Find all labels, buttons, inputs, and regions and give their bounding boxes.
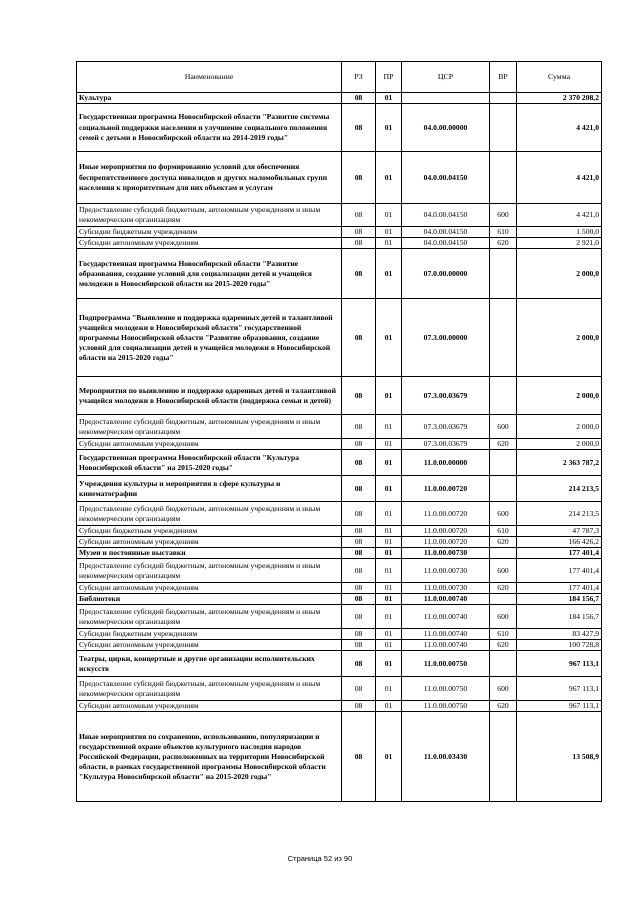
cell-sum: 2 000,0 — [517, 299, 602, 377]
cell-sum: 177 401,4 — [517, 583, 602, 594]
cell-name: Предоставление субсидий бюджетным, автономным учреждениям и иным некоммерческим организациям — [77, 415, 342, 439]
table-row — [77, 651, 602, 677]
cell-csr: 11.0.00.00750 — [402, 651, 490, 677]
cell-rz: 08 — [342, 227, 376, 238]
table-row — [77, 629, 602, 640]
cell-name: Государственная программа Новосибирской области "Развитие системы социальной поддержки населения и улучшение социального положения семей с детьми в Новосибирской области на 2014-2019 годы" — [77, 104, 342, 152]
cell-sum: 166 426,2 — [517, 537, 602, 548]
cell-sum: 177 401,4 — [517, 548, 602, 559]
cell-name: Иные мероприятия по формированию условий для обеспечения беспрепятственного доступа инвалидов и других маломобильных групп населения к приоритетным для них объектам и услугам — [77, 152, 342, 204]
cell-vr: 620 — [490, 583, 517, 594]
header-rz: РЗ — [342, 62, 376, 93]
cell-csr: 04.0.00.04150 — [402, 204, 490, 227]
cell-vr: 600 — [490, 204, 517, 227]
cell-pr: 01 — [376, 152, 402, 204]
cell-sum: 2 000,0 — [517, 377, 602, 415]
cell-vr: 600 — [490, 605, 517, 629]
table-row — [77, 415, 602, 439]
cell-vr: 620 — [490, 238, 517, 249]
cell-name: Предоставление субсидий бюджетным, автономным учреждениям и иным некоммерческим организациям — [77, 204, 342, 227]
cell-rz: 08 — [342, 104, 376, 152]
cell-vr: 620 — [490, 537, 517, 548]
cell-vr — [490, 651, 517, 677]
cell-pr: 01 — [376, 249, 402, 299]
table-row — [77, 299, 602, 377]
cell-csr: 11.0.00.00730 — [402, 559, 490, 583]
table-header-row — [77, 62, 602, 93]
cell-name: Культура — [77, 93, 342, 104]
cell-pr: 01 — [376, 526, 402, 537]
cell-sum: 184 156,7 — [517, 594, 602, 605]
cell-rz: 08 — [342, 204, 376, 227]
table-row — [77, 249, 602, 299]
cell-vr: 610 — [490, 227, 517, 238]
table-row — [77, 712, 602, 802]
cell-vr — [490, 377, 517, 415]
header-name: Наименование — [77, 62, 342, 93]
table-row — [77, 502, 602, 526]
cell-csr: 07.3.00.03679 — [402, 377, 490, 415]
cell-vr: 600 — [490, 502, 517, 526]
cell-rz: 08 — [342, 559, 376, 583]
cell-sum: 83 427,9 — [517, 629, 602, 640]
cell-csr: 04.0.00.04150 — [402, 238, 490, 249]
table-row — [77, 377, 602, 415]
table-row — [77, 677, 602, 701]
cell-sum: 47 787,3 — [517, 526, 602, 537]
cell-name: Государственная программа Новосибирской области "Развитие образования, создание условий для социализации детей и учащейся молодежи в Новосибирской области на 2015-2020 годы" — [77, 249, 342, 299]
cell-sum: 967 113,1 — [517, 651, 602, 677]
cell-csr: 11.0.00.03430 — [402, 712, 490, 802]
cell-vr — [490, 299, 517, 377]
cell-vr: 600 — [490, 415, 517, 439]
cell-rz: 08 — [342, 605, 376, 629]
cell-pr: 01 — [376, 204, 402, 227]
cell-name: Субсидии автономным учреждениям — [77, 537, 342, 548]
cell-vr: 600 — [490, 677, 517, 701]
cell-rz: 08 — [342, 502, 376, 526]
table-row — [77, 104, 602, 152]
cell-name: Субсидии автономным учреждениям — [77, 238, 342, 249]
cell-pr: 01 — [376, 701, 402, 712]
cell-sum: 214 213,5 — [517, 476, 602, 502]
cell-rz: 08 — [342, 651, 376, 677]
cell-rz: 08 — [342, 640, 376, 651]
cell-csr: 04.0.00.04150 — [402, 227, 490, 238]
cell-sum: 2 370 208,2 — [517, 93, 602, 104]
cell-rz: 08 — [342, 476, 376, 502]
cell-name: Субсидии автономным учреждениям — [77, 640, 342, 651]
cell-name: Предоставление субсидий бюджетным, автономным учреждениям и иным некоммерческим организациям — [77, 502, 342, 526]
cell-rz: 08 — [342, 712, 376, 802]
cell-rz: 08 — [342, 93, 376, 104]
cell-csr: 04.0.00.04150 — [402, 152, 490, 204]
cell-rz: 08 — [342, 299, 376, 377]
cell-name: Библиотеки — [77, 594, 342, 605]
table-row — [77, 526, 602, 537]
cell-pr: 01 — [376, 439, 402, 450]
cell-pr: 01 — [376, 227, 402, 238]
cell-name: Государственная программа Новосибирской области "Культура Новосибирской области" на 2015-2020 годы" — [77, 450, 342, 476]
cell-vr — [490, 93, 517, 104]
cell-csr: 11.0.00.00740 — [402, 629, 490, 640]
cell-vr: 600 — [490, 559, 517, 583]
cell-csr: 11.0.00.00720 — [402, 476, 490, 502]
cell-csr: 11.0.00.00740 — [402, 605, 490, 629]
table-row — [77, 548, 602, 559]
cell-sum: 4 421,0 — [517, 152, 602, 204]
cell-pr: 01 — [376, 594, 402, 605]
cell-sum: 967 113,1 — [517, 701, 602, 712]
cell-vr: 620 — [490, 439, 517, 450]
cell-csr: 04.0.00.00000 — [402, 104, 490, 152]
cell-csr: 11.0.00.00730 — [402, 548, 490, 559]
cell-rz: 08 — [342, 594, 376, 605]
cell-name: Субсидии бюджетным учреждениям — [77, 629, 342, 640]
table-row — [77, 476, 602, 502]
cell-pr: 01 — [376, 93, 402, 104]
cell-sum: 184 156,7 — [517, 605, 602, 629]
cell-rz: 08 — [342, 548, 376, 559]
cell-pr: 01 — [376, 476, 402, 502]
cell-name: Субсидии бюджетным учреждениям — [77, 526, 342, 537]
cell-name: Предоставление субсидий бюджетным, автономным учреждениям и иным некоммерческим организациям — [77, 605, 342, 629]
cell-sum: 177 401,4 — [517, 559, 602, 583]
cell-rz: 08 — [342, 439, 376, 450]
cell-name: Театры, цирки, концертные и другие организации исполнительских искусств — [77, 651, 342, 677]
cell-pr: 01 — [376, 640, 402, 651]
cell-pr: 01 — [376, 629, 402, 640]
cell-pr: 01 — [376, 583, 402, 594]
cell-name: Мероприятия по выявлению и поддержке одаренных детей и талантливой учащейся молодежи в Новосибирской области (поддержка семьи и детей) — [77, 377, 342, 415]
cell-pr: 01 — [376, 712, 402, 802]
cell-name: Субсидии автономным учреждениям — [77, 583, 342, 594]
cell-name: Субсидии бюджетным учреждениям — [77, 227, 342, 238]
cell-csr: 11.0.00.00740 — [402, 594, 490, 605]
cell-rz: 08 — [342, 583, 376, 594]
cell-csr: 07.0.00.00000 — [402, 249, 490, 299]
table-row — [77, 583, 602, 594]
cell-pr: 01 — [376, 502, 402, 526]
cell-csr — [402, 93, 490, 104]
cell-vr: 610 — [490, 629, 517, 640]
cell-rz: 08 — [342, 701, 376, 712]
cell-vr — [490, 712, 517, 802]
cell-vr — [490, 450, 517, 476]
table-row — [77, 450, 602, 476]
cell-vr — [490, 548, 517, 559]
cell-csr: 11.0.00.00740 — [402, 640, 490, 651]
cell-csr: 11.0.00.00730 — [402, 583, 490, 594]
header-pr: ПР — [376, 62, 402, 93]
cell-vr: 620 — [490, 640, 517, 651]
table-row — [77, 605, 602, 629]
cell-rz: 08 — [342, 450, 376, 476]
cell-sum: 4 421,0 — [517, 204, 602, 227]
cell-name: Субсидии автономным учреждениям — [77, 439, 342, 450]
header-sum: Сумма — [517, 62, 602, 93]
cell-csr: 07.3.00.03679 — [402, 439, 490, 450]
table-body — [77, 93, 602, 802]
table-row — [77, 594, 602, 605]
cell-rz: 08 — [342, 152, 376, 204]
table-row — [77, 701, 602, 712]
cell-sum: 2 363 787,2 — [517, 450, 602, 476]
table-row — [77, 93, 602, 104]
cell-csr: 11.0.00.00000 — [402, 450, 490, 476]
cell-name: Предоставление субсидий бюджетным, автономным учреждениям и иным некоммерческим организациям — [77, 677, 342, 701]
cell-rz: 08 — [342, 238, 376, 249]
cell-pr: 01 — [376, 299, 402, 377]
cell-rz: 08 — [342, 415, 376, 439]
table-row — [77, 204, 602, 227]
cell-rz: 08 — [342, 677, 376, 701]
cell-sum: 100 728,8 — [517, 640, 602, 651]
cell-csr: 11.0.00.00720 — [402, 526, 490, 537]
cell-sum: 4 421,0 — [517, 104, 602, 152]
cell-csr: 11.0.00.00750 — [402, 677, 490, 701]
cell-rz: 08 — [342, 249, 376, 299]
table-row — [77, 537, 602, 548]
cell-pr: 01 — [376, 238, 402, 249]
cell-sum: 2 921,0 — [517, 238, 602, 249]
cell-sum: 2 000,0 — [517, 415, 602, 439]
cell-csr: 11.0.00.00720 — [402, 502, 490, 526]
cell-csr: 07.3.00.03679 — [402, 415, 490, 439]
cell-sum: 2 000,0 — [517, 249, 602, 299]
cell-name: Субсидии автономным учреждениям — [77, 701, 342, 712]
cell-name: Музеи и постоянные выставки — [77, 548, 342, 559]
cell-pr: 01 — [376, 415, 402, 439]
cell-vr — [490, 249, 517, 299]
cell-vr — [490, 594, 517, 605]
table-row — [77, 559, 602, 583]
cell-sum: 967 113,1 — [517, 677, 602, 701]
table-row — [77, 152, 602, 204]
cell-rz: 08 — [342, 537, 376, 548]
cell-vr: 620 — [490, 701, 517, 712]
cell-pr: 01 — [376, 605, 402, 629]
page-footer: Страница 52 из 90 — [287, 854, 353, 863]
header-csr: ЦСР — [402, 62, 490, 93]
table-row — [77, 238, 602, 249]
cell-vr — [490, 476, 517, 502]
table-row — [77, 640, 602, 651]
cell-pr: 01 — [376, 548, 402, 559]
cell-pr: 01 — [376, 651, 402, 677]
cell-vr — [490, 104, 517, 152]
cell-name: Учреждения культуры и мероприятия в сфере культуры и кинематографии — [77, 476, 342, 502]
cell-rz: 08 — [342, 526, 376, 537]
cell-vr: 610 — [490, 526, 517, 537]
cell-sum: 214 213,5 — [517, 502, 602, 526]
cell-pr: 01 — [376, 677, 402, 701]
cell-rz: 08 — [342, 377, 376, 415]
cell-csr: 11.0.00.00720 — [402, 537, 490, 548]
cell-sum: 2 000,0 — [517, 439, 602, 450]
table-row — [77, 227, 602, 238]
cell-rz: 08 — [342, 629, 376, 640]
cell-pr: 01 — [376, 537, 402, 548]
cell-name: Предоставление субсидий бюджетным, автономным учреждениям и иным некоммерческим организациям — [77, 559, 342, 583]
cell-vr — [490, 152, 517, 204]
header-vr: ВР — [490, 62, 517, 93]
cell-csr: 11.0.00.00750 — [402, 701, 490, 712]
cell-sum: 13 508,9 — [517, 712, 602, 802]
table-row — [77, 439, 602, 450]
cell-pr: 01 — [376, 450, 402, 476]
cell-csr: 07.3.00.00000 — [402, 299, 490, 377]
cell-pr: 01 — [376, 104, 402, 152]
cell-name: Подпрограмма "Выявление и поддержка одаренных детей и талантливой учащейся молодежи в Новосибирской области" государственной программы Новосибирской области "Развитие образования, создание условий для социализации детей и учащейся молодежи в Новосибирской области на 2015-2020 годы" — [77, 299, 342, 377]
cell-sum: 1 500,0 — [517, 227, 602, 238]
budget-table — [76, 61, 602, 802]
cell-pr: 01 — [376, 377, 402, 415]
cell-name: Иные мероприятия по сохранению, использованию, популяризации и государственной охране объектов культурного наследия народов Российской Федерации, расположенных на территории Новосибирской области, в рамках государственной программы Новосибирской области "Культура Новосибирской области" на 2015-2020 годы" — [77, 712, 342, 802]
cell-pr: 01 — [376, 559, 402, 583]
